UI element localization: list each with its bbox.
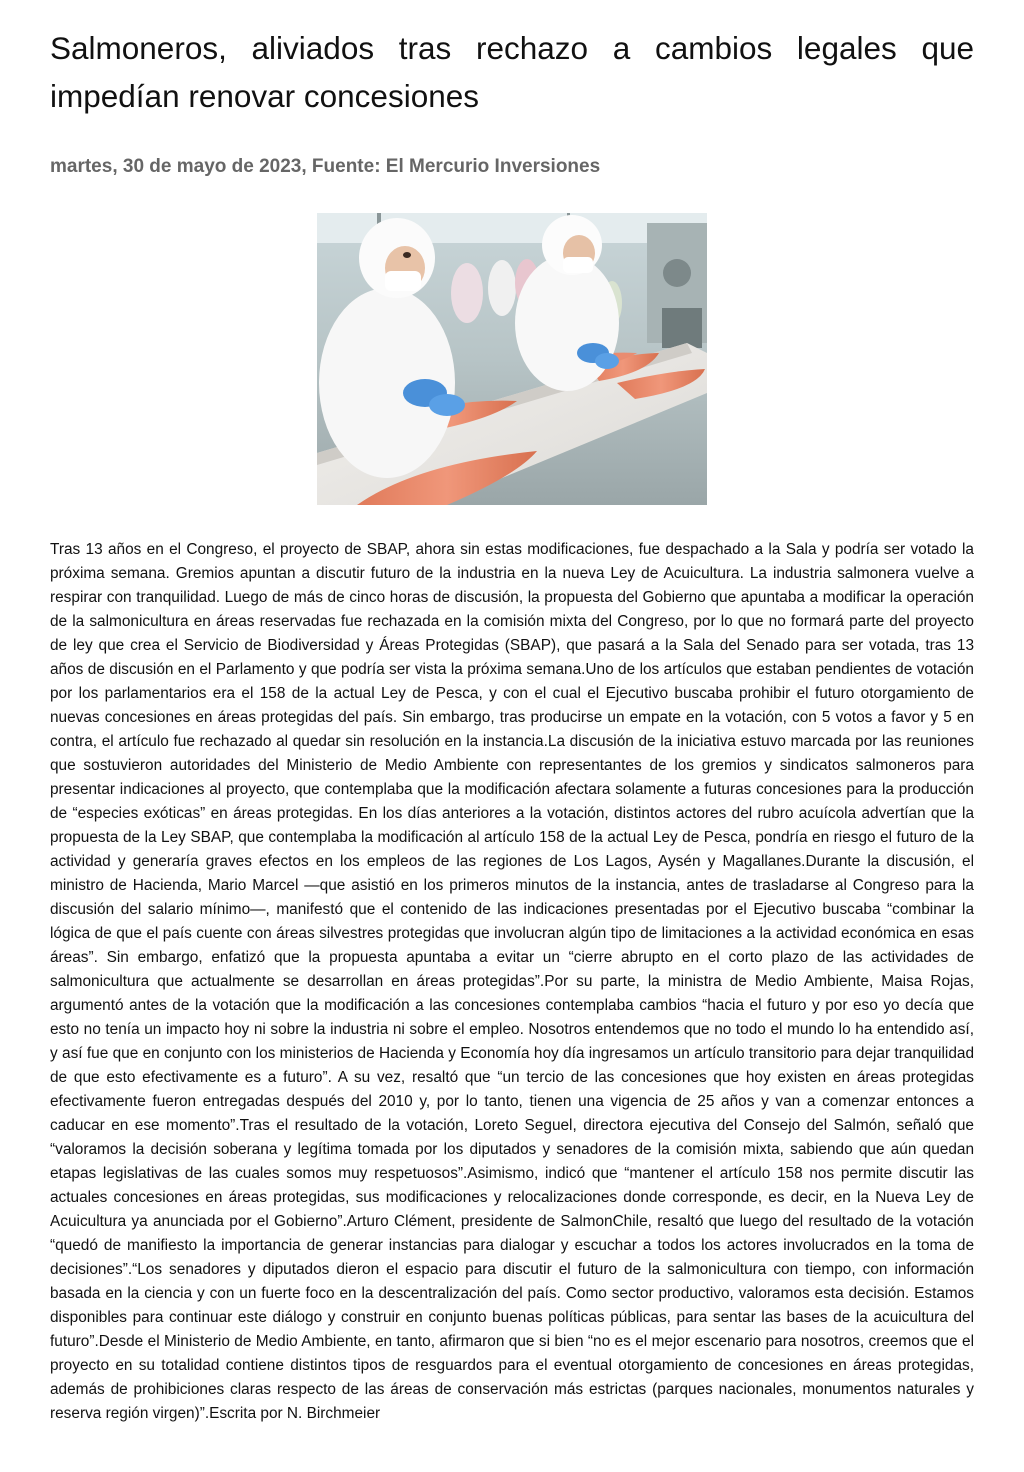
article-photo-container (50, 213, 974, 505)
article-date-source: martes, 30 de mayo de 2023, Fuente: El Mercurio Inversiones (50, 156, 601, 177)
article-body: Tras 13 años en el Congreso, el proyecto de SBAP, ahora sin estas modificaciones, fue despachado a la Sala y podría ser votado la próxima semana. Gremios apuntan a discutir futuro de la industria en la nueva Ley de Acuicultura. La industria salmonera vuelve a respirar con tranquilidad. Luego de más de cinco horas de discusión, la propuesta del Gobierno que apuntaba a modificar la operación de la salmonicultura en áreas reservadas fue rechazada en la comisión mixta del Congreso, por lo que no formará parte del proyecto de ley que crea el Servicio de Biodiversidad y Áreas Protegidas (SBAP), que pasará a la Sala del Senado para ser votada, tras 13 años de discusión en el Parlamento y que podría ser vista la próxima semana.Uno de los artículos que estaban pendientes de votación por los parlamentarios era el 158 de la actual Ley de Pesca, y con el cual el Ejecutivo buscaba prohibir el futuro otorgamiento de nuevas concesiones en áreas protegidas del país. Sin embargo, tras producirse un empate en la votación, con 5 votos a favor y 5 en contra, el artículo fue rechazado al quedar sin resolución en la instancia.La discusión de la iniciativa estuvo marcada por las reuniones que sostuvieron autoridades del Ministerio de Medio Ambiente con representantes de los gremios y sindicatos salmoneros para presentar indicaciones al proyecto, que contemplaba que la modificación afectara solamente a futuras concesiones para la producción de “especies exóticas” en áreas protegidas. En los días anteriores a la votación, distintos actores del rubro acuícola advertían que la propuesta de la Ley SBAP, que contemplaba la modificación al artículo 158 de la actual Ley de Pesca, pondría en riesgo el futuro de la actividad y generaría graves efectos en los empleos de las regiones de Los Lagos, Aysén y Magallanes.Durante la discusión, el ministro de Hacienda, Mario Marcel —que asistió en los primeros minutos de la instancia, antes de trasladarse al Congreso para la discusión del salario mínimo—, manifestó que el contenido de las indicaciones presentadas por el Ejecutivo buscaba “combinar la lógica de que el país cuente con áreas silvestres protegidas que involucran algún tipo de limitaciones a la actividad económica en esas áreas”. Sin embargo, enfatizó que la propuesta apuntaba a evitar un “cierre abrupto en el corto plazo de las actividades de salmonicultura que actualmente se desarrollan en áreas protegidas”.Por su parte, la ministra de Medio Ambiente, Maisa Rojas, argumentó antes de la votación que la modificación a las concesiones contemplaba cambios “hacia el futuro y por eso yo decía que esto no tenía un impacto hoy ni sobre la industria ni sobre el empleo. Nosotros entendemos que no todo el mundo lo ha entendido así, y así fue que en conjunto con los ministerios de Hacienda y Economía hoy día ingresamos un artículo transitorio para dejar tranquilidad de que esto efectivamente es a futuro”. A su vez, resaltó que “un tercio de las concesiones que hoy existen en áreas protegidas efectivamente fueron entregadas después del 2010 y, por lo tanto, tienen una vigencia de 25 años y van a comenzar entonces a caducar en ese momento”.Tras el resultado de la votación, Loreto Seguel, directora ejecutiva del Consejo del Salmón, señaló que “valoramos la decisión soberana y legítima tomada por los diputados y senadores de la comisión mixta, sabiendo que aún quedan etapas legislativas de las cuales somos muy respetuosos”.Asimismo, indicó que “mantener el artículo 158 nos permite discutir las actuales concesiones en áreas protegidas, sus modificaciones y relocalizaciones donde corresponde, es decir, en la Nueva Ley de Acuicultura ya anunciada por el Gobierno”.Arturo Clément, presidente de SalmonChile, resaltó que luego del resultado de la votación “quedó de manifiesto la importancia de generar instancias para dialogar y escuchar a todos los actores involucrados en la toma de decisiones”.“Los senadores y diputados dieron el espacio para discutir el futuro de la salmonicultura con tiempo, con información basada en la ciencia y con un fuerte foco en la descentralización del país. Como sector productivo, valoramos esta decisión. Estamos disponibles para continuar este diálogo y construir en conjunto buenas políticas públicas, para sentar las bases de la acuicultura del futuro”.Desde el Ministerio de Medio Ambiente, en tanto, afirmaron que si bien “no es el mejor escenario para nosotros, creemos que el proyecto en su totalidad contiene distintos tipos de resguardos para el eventual otorgamiento de concesiones en áreas protegidas, además de prohibiciones claras respecto de las áreas de conservación más estrictas (parques nacionales, monumentos naturales y reserva región virgen)”.Escrita por N. Birchmeier (50, 541, 974, 1422)
article-photo (317, 213, 707, 505)
article-title: Salmoneros, aliviados tras rechazo a cambios legales que impedían renovar concesiones (50, 30, 974, 114)
article (50, 0, 974, 1426)
